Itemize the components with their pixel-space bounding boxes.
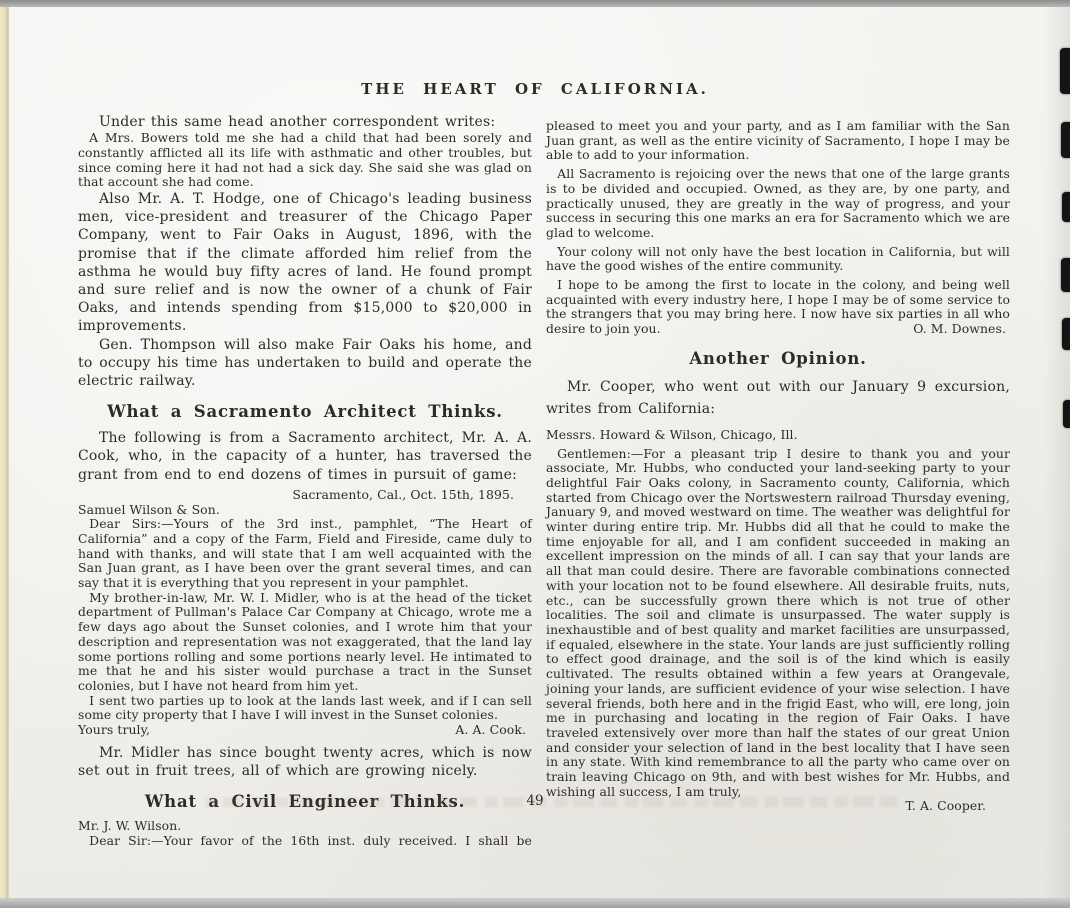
- hodge-paragraph: Also Mr. A. T. Hodge, one of Chicago's leading business men, vice-president and treasurer of the Chicago Paper Company, went to Fair Oaks in August, 1896, with the promise that if the climate afforded him relief from the asthma he would buy fifty acres of land. He found prompt and sure relief and is now the owner of a chunk of Fair Oaks, and intends spending from $15,000 to $20,000 in improvements.: [78, 191, 532, 335]
- cook-signature: A. A. Cook.: [455, 722, 526, 738]
- cooper-intro-paragraph: Mr. Cooper, who went out with our January 9 excursion, writes from California:: [546, 378, 1010, 417]
- wilson-letter-opening: Dear Sir:—Your favor of the 16th inst. duly received. I shall be: [89, 832, 532, 848]
- binding-tab-mark: [1062, 192, 1070, 222]
- cook-letter-paragraph-1: Dear Sirs:—Yours of the 3rd inst., pamphlet, “The Heart of California” and a copy of the Farm, Field and Fireside, came duly to hand with thanks, and will state that I am well acquainted with the San Juan grant, as I have been over the grant several times, and can say that it is everything that you represent in your pamphlet.: [78, 516, 532, 591]
- binding-tab-mark: [1062, 318, 1070, 350]
- cooper-letter-body: Gentlemen:—For a pleasant trip I desire to thank you and your associate, Mr. Hubbs, who conducted your land-seeking party to your delightful Fair Oaks colony, in Sacramento county, California, which started from Chicago over the Nortswestern railroad Thursday evening, January 9, and moved westward on time. The weather was delightful for winter during entire trip. Mr. Hubbs did all that he could to make the time enjoyable for all, and I am confident succeeded in making an excellent impression on the minds of all. I can say that your lands are all that man could desire. There are favorable combinations connected with your location not to be found elsewhere. All desirable fruits, nuts, etc., can be successfully grown there which is not true of other localities. The soil and climate is unsurpassed. The water supply is inexhaustible and of best quality and market facilities are unsurpassed, if equaled, elsewhere in the state. Your lands are just sufficiently rolling to effect good drainage, and the soil is of the kind which is easily cultivated. The results obtained within a few years at Orangevale, joining your lands, are sufficient evidence of your wise selection. I have several friends, both here and in the frigid East, who will, ere long, join me in purchasing and locating in the region of Fair Oaks. I have traveled extensively over more than half the states of our great Union and consider your selection of land in the best locality that I have seen in any state. With kind remembrance to all the party who came over on train leaving Chicago on 9th, and with best wishes for Mr. Hubbs, and wishing all success, I am truly,: [546, 445, 1010, 799]
- hope-paragraph: [546, 278, 1010, 337]
- midler-paragraph: Mr. Midler has since bought twenty acres, which is now set out in fruit trees, all of which are growing nicely.: [78, 744, 532, 780]
- letter-addressee: Samuel Wilson & Son.: [78, 501, 220, 517]
- binding-tab-mark: [1061, 258, 1070, 292]
- engineer-section-heading: What a Civil Engineer Thinks.: [144, 792, 466, 812]
- right-column: [546, 113, 1010, 849]
- letter-dateline: Sacramento, Cal., Oct. 15th, 1895.: [292, 486, 514, 502]
- cook-intro-paragraph: The following is from a Sacramento architect, Mr. A. A. Cook, who, in the capacity of a hunter, has traversed the grant from end to end dozens of times in pursuit of game:: [78, 430, 532, 483]
- page-number: 49: [526, 793, 544, 809]
- thompson-paragraph: Gen. Thompson will also make Fair Oaks his home, and to occupy his time has undertaken to build and operate the electric railway.: [78, 336, 532, 390]
- downes-signature: O. M. Downes.: [913, 321, 1006, 337]
- cooper-signature: T. A. Cooper.: [905, 798, 986, 814]
- letter-closing: Yours truly,: [78, 722, 151, 738]
- hope-paragraph-text: I hope to be among the first to locate in the colony, and being well acquainted with every industry here, I hope I may be of some service to the strangers that you may bring here. I now have six parties in all who desire to join you.: [546, 277, 1010, 337]
- downes-letter-continuation: pleased to meet you and your party, and as I am familiar with the San Juan grant, as well as the entire vicinity of Sacramento, I hope I may be able to add to your information.: [546, 118, 1010, 163]
- architect-section-heading: What a Sacramento Architect Thinks.: [107, 402, 503, 422]
- scanner-bottom-band: [0, 898, 1070, 908]
- cook-letter-paragraph-3: I sent two parties up to look at the lands last week, and if I can sell some city property that I have I will invest in the Sunset colonies.: [78, 692, 532, 723]
- intro-line: Under this same head another correspondent writes:: [99, 114, 496, 130]
- rejoicing-paragraph: All Sacramento is rejoicing over the news that one of the large grants is to be divided and occupied. Owned, as they are, by one party, and practically unused, they are greatly in the way of progress, and your success in securing this one marks an era for Sacramento which we are glad to welcome.: [546, 166, 1010, 240]
- left-column: [78, 113, 532, 849]
- cooper-addressee: Messrs. Howard & Wilson, Chicago, Ill.: [546, 426, 798, 442]
- scanner-top-band: [0, 0, 1070, 7]
- cook-signature-line: [78, 723, 532, 738]
- running-head: THE HEART OF CALIFORNIA.: [361, 80, 709, 98]
- binding-tab-mark: [1063, 400, 1070, 428]
- two-column-text: [78, 113, 1010, 849]
- bowers-paragraph: A Mrs. Bowers told me she had a child that had been sorely and constantly afflicted all its life with asthmatic and other troubles, but since coming here it had not had a sick day. She said she was glad on that account she had come.: [78, 130, 532, 190]
- opinion-section-heading: Another Opinion.: [689, 348, 867, 368]
- page-left-edge: [0, 7, 9, 898]
- cook-letter-paragraph-2: My brother-in-law, Mr. W. I. Midler, who is at the head of the ticket department of Pullman's Palace Car Company at Chicago, wrote me a few days ago about the Sunset colonies, and I wrote him that your description and representation was not exaggerated, that the land lay some portions rolling and some portions nearly level. He intimated to me that he and his sister would purchase a tract in the Sunset colonies, but I have not heard from him yet.: [78, 589, 532, 693]
- colony-paragraph: Your colony will not only have the best location in California, but will have the good wishes of the entire community.: [546, 243, 1010, 274]
- wilson-addressee: Mr. J. W. Wilson.: [78, 818, 182, 834]
- binding-tab-mark: [1061, 122, 1070, 158]
